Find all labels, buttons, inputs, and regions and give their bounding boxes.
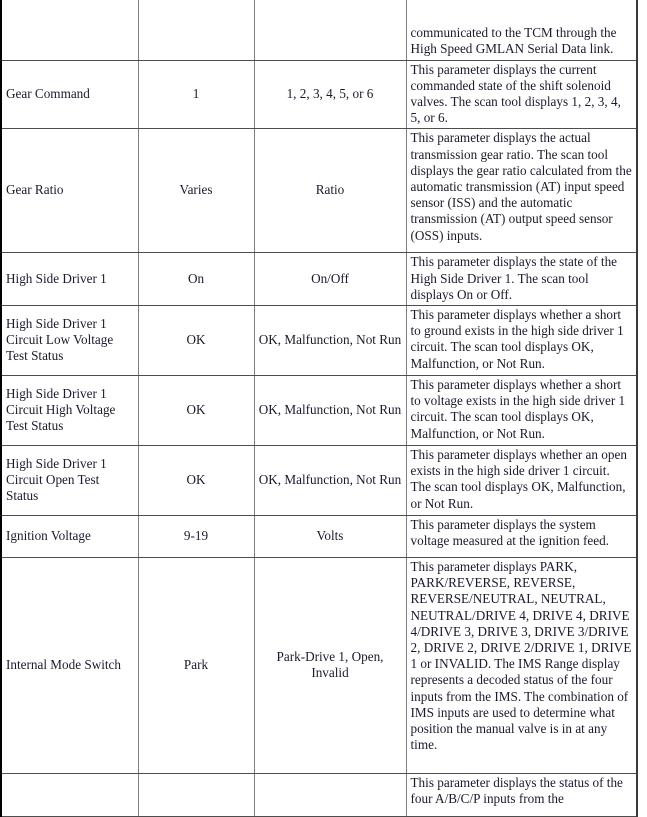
parameter-value-cell xyxy=(138,515,254,557)
parameter-name-cell xyxy=(1,773,138,816)
parameter-description-cell-text: This parameter displays PARK, PARK/REVERSE, REVERSE, REVERSE/NEUTRAL, NEUTRAL, NEUTRAL/DRIVE 4, DRIVE 4, DRIVE 4/DRIVE 3, DRIVE 3, DRIVE 3/DRIVE 2, DRIVE 2, DRIVE 2/DRIVE 1, DRIVE 1 or INVALID. The IMS Range display represents a decoded status of the four inputs from the IMS. The combination of IMS inputs are used to determine what position the manual valve is in at any time. xyxy=(410,558,632,753)
parameter-name-cell xyxy=(1,557,138,773)
parameter-description-cell-text: This parameter displays the system voltage measured at the ignition feed. xyxy=(410,516,609,549)
parameter-units-cell-text: Ratio xyxy=(315,182,345,198)
parameter-value-cell xyxy=(138,129,254,253)
table-row xyxy=(1,515,637,557)
parameter-name-cell-text: High Side Driver 1 xyxy=(6,270,107,286)
parameter-units-cell xyxy=(254,445,406,515)
parameter-description-cell xyxy=(406,305,637,375)
parameter-units-cell-text: OK, Malfunction, Not Run xyxy=(258,401,402,417)
parameter-name-cell xyxy=(1,253,138,306)
parameter-name-cell xyxy=(1,0,138,60)
parameter-units-cell xyxy=(254,305,406,375)
table-row xyxy=(1,445,637,515)
parameter-value-cell xyxy=(138,0,254,60)
parameter-description-cell xyxy=(406,375,637,445)
parameter-value-cell-text: OK xyxy=(186,471,206,487)
parameter-units-cell xyxy=(254,515,406,557)
parameter-description-cell-text: This parameter displays whether a short to ground exists in the high side driver 1 circuit. The scan tool displays OK, Malfunction, or Not Run. xyxy=(410,306,624,371)
table-row xyxy=(1,253,637,306)
parameter-value-cell xyxy=(138,305,254,375)
parameter-value-cell-text: OK xyxy=(186,401,206,417)
parameter-value-cell xyxy=(138,773,254,816)
parameter-value-cell-text: 9-19 xyxy=(183,527,209,543)
parameter-units-cell-text: Volts xyxy=(316,527,344,543)
parameter-description-cell xyxy=(406,129,637,253)
parameter-units-cell xyxy=(254,129,406,253)
parameter-description-cell xyxy=(406,773,637,816)
parameter-description-cell-text: This parameter displays whether an open exists in the high side driver 1 circuit. The scan tool displays OK, Malfunction, or Not Run. xyxy=(410,446,627,511)
table-row xyxy=(1,375,637,445)
table-row xyxy=(1,60,637,129)
parameter-name-cell-text: Gear Ratio xyxy=(6,182,64,198)
parameter-name-cell-text: Internal Mode Switch xyxy=(6,656,121,672)
parameter-description-cell-text: This parameter displays the current commanded state of the shift solenoid valves. The scan tool displays 1, 2, 3, 4, 5, or 6. xyxy=(410,61,621,126)
parameter-value-cell xyxy=(138,375,254,445)
parameter-name-cell-text: High Side Driver 1 Circuit Open Test Status xyxy=(6,455,107,504)
table-row xyxy=(1,0,637,60)
parameter-value-cell xyxy=(138,445,254,515)
parameter-description-cell xyxy=(406,557,637,773)
parameter-value-cell xyxy=(138,60,254,129)
parameter-units-cell xyxy=(254,557,406,773)
parameter-value-cell xyxy=(138,557,254,773)
table-row xyxy=(1,129,637,253)
parameter-name-cell xyxy=(1,445,138,515)
parameter-name-cell xyxy=(1,60,138,129)
parameter-units-cell-text: OK, Malfunction, Not Run xyxy=(258,331,402,347)
parameter-name-cell xyxy=(1,375,138,445)
parameter-value-cell-text: 1 xyxy=(192,85,200,101)
table-row xyxy=(1,773,637,816)
parameter-description-cell xyxy=(406,60,637,129)
parameter-description-cell xyxy=(406,253,637,306)
parameter-name-cell-text: Ignition Voltage xyxy=(6,527,91,543)
parameter-description-cell xyxy=(406,515,637,557)
parameter-description-cell xyxy=(406,445,637,515)
parameter-units-cell-text: 1, 2, 3, 4, 5, or 6 xyxy=(286,85,374,101)
parameter-description-cell-text: This parameter displays the status of the four A/B/C/P inputs from the xyxy=(410,774,623,807)
table-row xyxy=(1,305,637,375)
parameter-value-cell xyxy=(138,253,254,306)
parameter-name-cell-text: High Side Driver 1 Circuit Low Voltage Test Status xyxy=(6,315,114,364)
parameter-name-cell xyxy=(1,129,138,253)
parameter-name-cell xyxy=(1,515,138,557)
parameter-value-cell-text: Park xyxy=(183,656,209,672)
parameter-description-cell-text: This parameter displays whether a short to voltage exists in the high side driver 1 circuit. The scan tool displays OK, Malfunction, or Not Run. xyxy=(410,376,626,441)
parameter-units-cell-text: OK, Malfunction, Not Run xyxy=(258,471,402,487)
parameter-description-cell-text: This parameter displays the state of the High Side Driver 1. The scan tool displays On or Off. xyxy=(410,254,618,302)
parameter-name-cell-text: High Side Driver 1 Circuit High Voltage Test Status xyxy=(6,385,116,434)
parameter-description-cell xyxy=(406,0,637,60)
parameter-value-cell-text: Varies xyxy=(179,182,213,198)
parameter-units-cell-text: On/Off xyxy=(311,270,349,286)
table-body xyxy=(1,0,637,816)
table-row xyxy=(1,557,637,773)
parameter-units-cell xyxy=(254,253,406,306)
parameter-value-cell-text: OK xyxy=(186,331,206,347)
parameter-units-cell xyxy=(254,375,406,445)
parameter-description-cell-text: communicated to the TCM through the High Speed GMLAN Serial Data link. xyxy=(410,25,617,57)
parameter-units-cell xyxy=(254,60,406,129)
parameter-units-cell-text: Park-Drive 1, Open, Invalid xyxy=(276,648,384,680)
parameter-value-cell-text: On xyxy=(187,270,205,286)
parameter-units-cell xyxy=(254,773,406,816)
parameter-name-cell xyxy=(1,305,138,375)
parameter-name-cell-text: Gear Command xyxy=(6,85,90,101)
parameter-description-cell-text: This parameter displays the actual transmission gear ratio. The scan tool displays the gear ratio calculated from the automatic transmission (AT) input speed sensor (ISS) and the automatic transmission (AT) output speed sensor (OSS) inputs. xyxy=(410,130,632,243)
parameter-units-cell xyxy=(254,0,406,60)
